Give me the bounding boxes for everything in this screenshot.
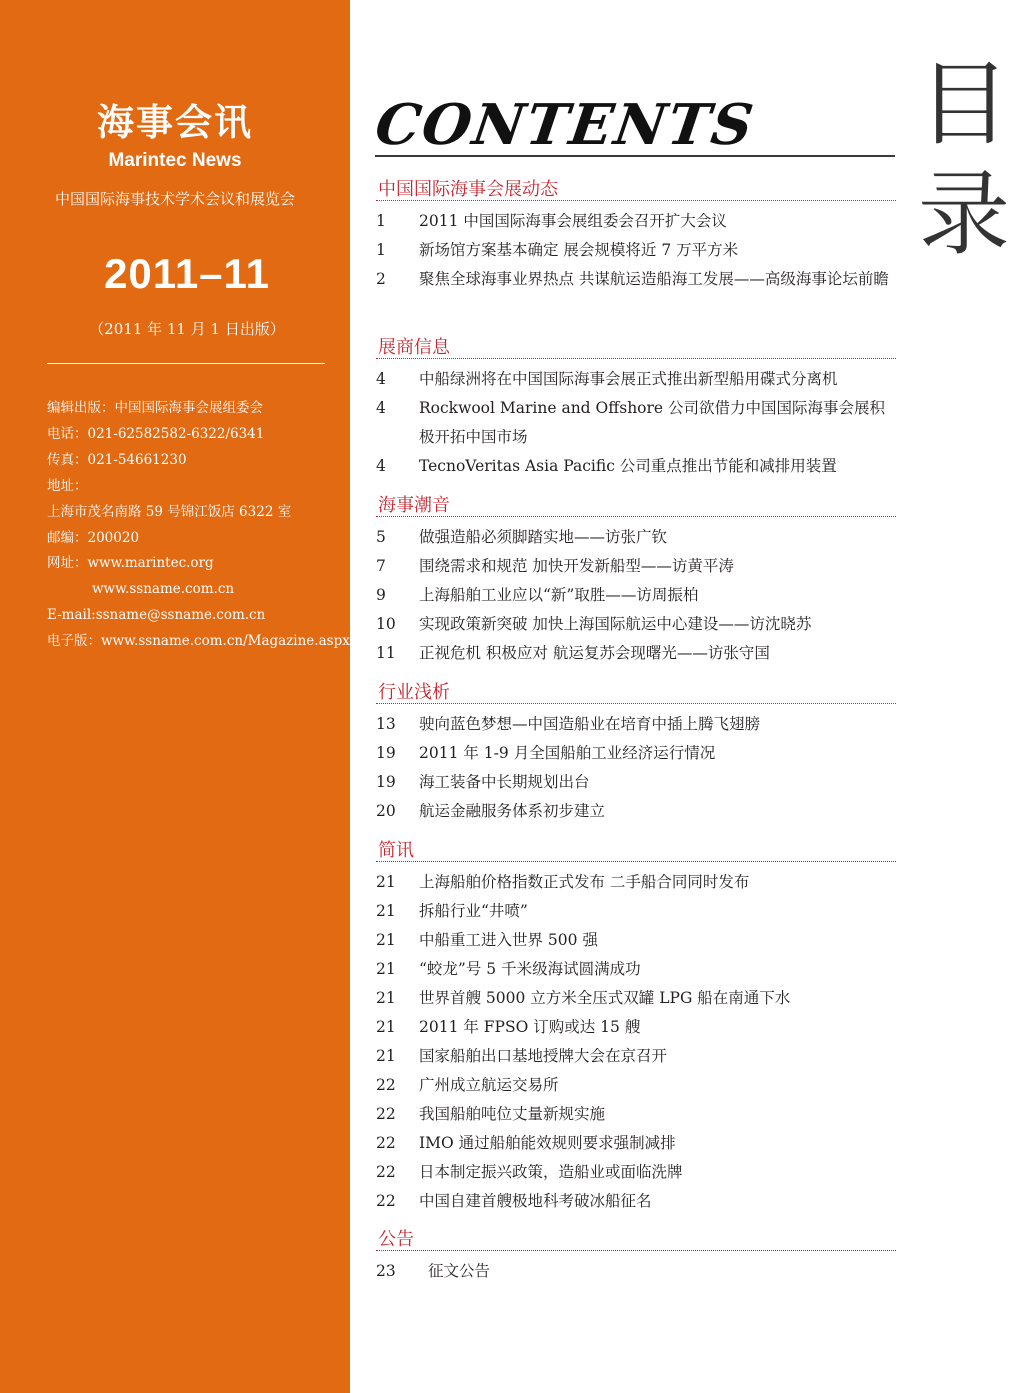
toc-entry[interactable]: [376, 236, 896, 265]
entry-page: 4: [376, 399, 386, 417]
entry-title: 中国自建首艘极地科考破冰船征名: [419, 1192, 652, 1210]
toc-entry[interactable]: [376, 897, 896, 926]
entry-title: Rockwool Marine and Offshore 公司欲借力中国国际海事会展积极开拓中国市场: [419, 399, 886, 446]
info-address-label: 地址：: [47, 477, 88, 494]
toc-entry[interactable]: [376, 1187, 896, 1216]
toc-entry[interactable]: [376, 868, 896, 897]
entry-page: 21: [376, 931, 396, 949]
toc-entry[interactable]: [376, 1129, 896, 1158]
entry-page: 22: [376, 1105, 396, 1123]
entry-title: 中船重工进入世界 500 强: [419, 931, 598, 949]
toc-entry[interactable]: [376, 984, 896, 1013]
entry-title: 实现政策新突破 加快上海国际航运中心建设——访沈晓苏: [419, 615, 812, 633]
toc-entry[interactable]: [376, 1100, 896, 1129]
info-email[interactable]: E-mail:ssname@ssname.com.cn: [47, 607, 266, 624]
section-heading: 中国国际海事会展动态: [376, 178, 896, 201]
issue-number: 2011–11: [104, 250, 270, 297]
entry-page: 19: [376, 744, 396, 762]
entry-title: 正视危机 积极应对 航运复苏会现曙光——访张守国: [419, 644, 770, 662]
toc-entry[interactable]: [376, 1071, 896, 1100]
section-heading: 简讯: [376, 839, 896, 862]
entry-page: 22: [376, 1192, 396, 1210]
entry-title: 新场馆方案基本确定 展会规模将近 7 万平方米: [419, 241, 739, 259]
info-e-version[interactable]: 电子版：www.ssname.com.cn/Magazine.aspx: [47, 633, 350, 650]
entry-title: 聚焦全球海事业界热点 共谋航运造船海工发展——高级海事论坛前瞻: [419, 270, 889, 288]
magazine-title: 海事会讯: [97, 101, 253, 144]
entry-page: 7: [376, 557, 386, 575]
entry-title: 广州成立航运交易所: [419, 1076, 559, 1094]
entry-page: 22: [376, 1134, 396, 1152]
entry-page: 5: [376, 528, 386, 546]
entry-title: 上海船舶工业应以“新”取胜——访周振柏: [419, 586, 699, 604]
toc-entry[interactable]: [376, 926, 896, 955]
info-postcode: 邮编：200020: [47, 529, 140, 546]
vertical-toc-title: [918, 50, 1010, 270]
entry-title: 2011 年 FPSO 订购或达 15 艘: [419, 1018, 641, 1036]
vertical-title-char: 目: [918, 51, 1010, 158]
entry-page: 1: [376, 241, 386, 259]
entry-title: 围绕需求和规范 加快开发新船型——访黄平涛: [419, 557, 734, 575]
section-heading: 展商信息: [376, 336, 896, 359]
toc-entry[interactable]: [376, 768, 896, 797]
toc-entry[interactable]: [376, 265, 896, 294]
contents-heading: CONTENTS: [371, 92, 759, 158]
entry-page: 1: [376, 212, 386, 230]
entry-title: IMO 通过船舶能效规则要求强制减排: [419, 1134, 676, 1152]
info-address: 上海市茂名南路 59 号锦江饭店 6322 室: [47, 503, 292, 520]
toc-entry[interactable]: [376, 452, 896, 481]
toc-entry[interactable]: [376, 552, 896, 581]
entry-page: 10: [376, 615, 396, 633]
section-heading: 公告: [376, 1228, 896, 1251]
entry-title: 中船绿洲将在中国国际海事会展正式推出新型船用碟式分离机: [419, 370, 838, 388]
entry-page: 2: [376, 270, 386, 288]
sidebar-divider: [47, 363, 325, 364]
toc-entry[interactable]: [376, 394, 896, 452]
toc-entry[interactable]: [376, 739, 896, 768]
entry-title: TecnoVeritas Asia Pacific 公司重点推出节能和减排用装置: [419, 457, 837, 475]
publication-date: （2011 年 11 月 1 日出版）: [89, 320, 285, 338]
toc-entry[interactable]: [376, 365, 896, 394]
entry-page: 11: [376, 644, 396, 662]
entry-page: 21: [376, 902, 396, 920]
entry-page: 4: [376, 370, 386, 388]
info-phone: 电话：021-62582582-6322/6341: [47, 425, 265, 442]
toc-entry[interactable]: [376, 610, 896, 639]
toc-section: [376, 178, 896, 294]
entry-page: 23: [376, 1262, 396, 1280]
info-publisher: 编辑出版：中国国际海事会展组委会: [47, 400, 263, 416]
entry-page: 4: [376, 457, 386, 475]
toc-section: [376, 1228, 896, 1286]
toc-entry[interactable]: [376, 639, 896, 668]
entry-page: 22: [376, 1163, 396, 1181]
vertical-title-char: 录: [918, 161, 1010, 268]
entry-page: 21: [376, 960, 396, 978]
section-heading: 行业浅析: [376, 681, 896, 704]
toc-entry[interactable]: [376, 797, 896, 826]
cover-sidebar: [0, 0, 350, 1393]
toc-entry[interactable]: [376, 1257, 896, 1286]
entry-page: 21: [376, 989, 396, 1007]
toc-entry[interactable]: [376, 581, 896, 610]
entry-page: 21: [376, 1018, 396, 1036]
entry-page: 22: [376, 1076, 396, 1094]
entry-title: 2011 中国国际海事会展组委会召开扩大会议: [419, 212, 727, 230]
info-website[interactable]: 网址：www.marintec.org: [47, 555, 214, 572]
info-fax: 传真：021-54661230: [47, 451, 187, 468]
entry-title: 世界首艘 5000 立方米全压式双罐 LPG 船在南通下水: [419, 989, 791, 1007]
entry-title: 2011 年 1-9 月全国船舶工业经济运行情况: [419, 744, 716, 762]
entry-title: 驶向蓝色梦想—中国造船业在培育中插上腾飞翅膀: [419, 715, 761, 733]
entry-title: 日本制定振兴政策，造船业或面临洗牌: [419, 1163, 683, 1181]
entry-page: 20: [376, 802, 396, 820]
magazine-english-title: Marintec News: [108, 150, 242, 171]
toc-entry[interactable]: [376, 1042, 896, 1071]
entry-page: 21: [376, 1047, 396, 1065]
toc-entry[interactable]: [376, 207, 896, 236]
entry-title: 我国船舶吨位丈量新规实施: [419, 1105, 606, 1123]
toc-section: [376, 336, 896, 481]
toc-entry[interactable]: [376, 523, 896, 552]
section-heading: 海事潮音: [376, 494, 896, 517]
entry-page: 21: [376, 873, 396, 891]
publisher-info: [47, 396, 350, 655]
toc-section: [376, 839, 896, 1216]
info-website-2[interactable]: www.ssname.com.cn: [92, 581, 235, 598]
toc-section: [376, 681, 896, 826]
toc-section: [376, 494, 896, 668]
entry-title: “蛟龙”号 5 千米级海试圆满成功: [419, 960, 641, 978]
toc-entry[interactable]: [376, 955, 896, 984]
entry-title: 做强造船必须脚踏实地——访张广钦: [419, 528, 668, 546]
contents-heading-rule: [375, 155, 895, 157]
entry-page: 13: [376, 715, 396, 733]
entry-title: 海工装备中长期规划出台: [419, 773, 590, 791]
entry-page: 9: [376, 586, 386, 604]
entry-page: 19: [376, 773, 396, 791]
entry-title: 征文公告: [428, 1262, 491, 1280]
magazine-description: 中国国际海事技术学术会议和展览会: [54, 190, 295, 208]
toc-entry[interactable]: [376, 1013, 896, 1042]
entry-title: 上海船舶价格指数正式发布 二手船合同同时发布: [419, 873, 750, 891]
toc-entry[interactable]: [376, 1158, 896, 1187]
entry-title: 航运金融服务体系初步建立: [419, 802, 606, 820]
entry-title: 国家船舶出口基地授牌大会在京召开: [419, 1047, 668, 1065]
entry-title: 拆船行业“井喷”: [419, 902, 528, 920]
toc-entry[interactable]: [376, 710, 896, 739]
